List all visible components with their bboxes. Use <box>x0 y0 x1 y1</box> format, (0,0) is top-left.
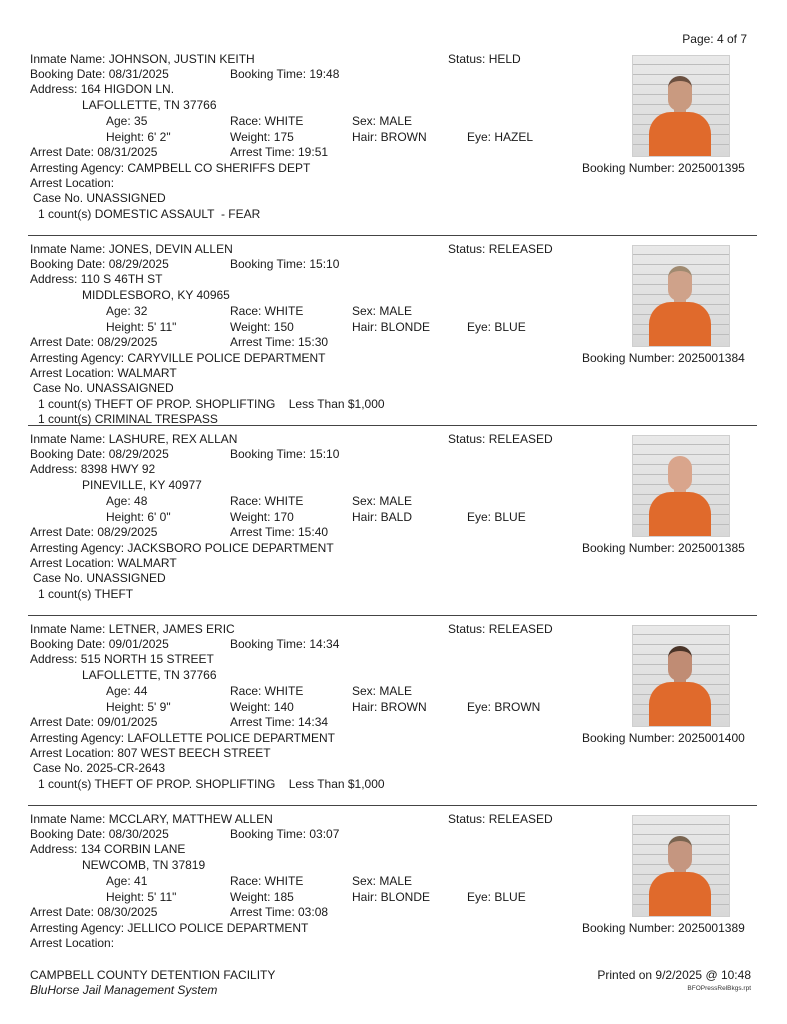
status: Status: RELEASED <box>448 242 553 256</box>
case-number: Case No. UNASSAIGNED <box>33 381 174 395</box>
sex: Sex: MALE <box>352 114 413 128</box>
eye: Eye: BLUE <box>467 320 526 334</box>
arrest-date: Arrest Date: 08/29/2025 <box>30 335 158 349</box>
eye: Eye: BLUE <box>467 510 526 524</box>
hair: Hair: BROWN <box>352 700 427 714</box>
booking-number: Booking Number: 2025001395 <box>582 161 745 175</box>
booking-time: Booking Time: 15:10 <box>230 447 340 461</box>
mugshot-photo <box>632 435 730 537</box>
arrest-time: Arrest Time: 15:30 <box>230 335 329 349</box>
weight: Weight: 150 <box>230 320 294 334</box>
address: Address: 515 NORTH 15 STREET <box>30 652 214 666</box>
address: Address: 8398 HWY 92 <box>30 462 156 476</box>
system-name: BluHorse Jail Management System <box>30 983 218 997</box>
hair: Hair: BALD <box>352 510 413 524</box>
sex: Sex: MALE <box>352 684 413 698</box>
race: Race: WHITE <box>230 114 304 128</box>
age: Age: 41 <box>106 874 148 888</box>
arrest-time: Arrest Time: 03:08 <box>230 905 329 919</box>
height: Height: 5' 11" <box>106 890 177 904</box>
mugshot-photo <box>632 625 730 727</box>
age: Age: 48 <box>106 494 148 508</box>
sex: Sex: MALE <box>352 494 413 508</box>
inmate-record <box>0 432 787 617</box>
charge-line: 1 count(s) THEFT OF PROP. SHOPLIFTING Less Than $1,000 <box>38 777 385 791</box>
address: Address: 134 CORBIN LANE <box>30 842 186 856</box>
booking-date: Booking Date: 08/30/2025 <box>30 827 169 841</box>
status: Status: HELD <box>448 52 521 66</box>
arrest-date: Arrest Date: 09/01/2025 <box>30 715 158 729</box>
record-divider <box>28 805 757 806</box>
address-city: MIDDLESBORO, KY 40965 <box>82 288 230 302</box>
age: Age: 44 <box>106 684 148 698</box>
arresting-agency: Arresting Agency: LAFOLLETTE POLICE DEPARTMENT <box>30 731 335 745</box>
arresting-agency: Arresting Agency: JELLICO POLICE DEPARTMENT <box>30 921 309 935</box>
arrest-date: Arrest Date: 08/31/2025 <box>30 145 158 159</box>
arrest-location: Arrest Location: 807 WEST BEECH STREET <box>30 746 271 760</box>
arrest-time: Arrest Time: 14:34 <box>230 715 329 729</box>
address-city: PINEVILLE, KY 40977 <box>82 478 202 492</box>
charge-line: 1 count(s) THEFT <box>38 587 134 601</box>
race: Race: WHITE <box>230 304 304 318</box>
arresting-agency: Arresting Agency: CARYVILLE POLICE DEPARTMENT <box>30 351 326 365</box>
booking-number: Booking Number: 2025001389 <box>582 921 745 935</box>
weight: Weight: 175 <box>230 130 294 144</box>
record-divider <box>28 235 757 236</box>
booking-time: Booking Time: 15:10 <box>230 257 340 271</box>
height: Height: 5' 11" <box>106 320 177 334</box>
booking-date: Booking Date: 08/29/2025 <box>30 257 169 271</box>
arrest-time: Arrest Time: 19:51 <box>230 145 329 159</box>
mugshot-photo <box>632 55 730 157</box>
weight: Weight: 140 <box>230 700 294 714</box>
case-number: Case No. UNASSIGNED <box>33 571 166 585</box>
booking-date: Booking Date: 08/29/2025 <box>30 447 169 461</box>
facility-name: CAMPBELL COUNTY DETENTION FACILITY <box>30 968 276 982</box>
mugshot-photo <box>632 245 730 347</box>
eye: Eye: HAZEL <box>467 130 534 144</box>
arresting-agency: Arresting Agency: JACKSBORO POLICE DEPARTMENT <box>30 541 334 555</box>
age: Age: 35 <box>106 114 148 128</box>
printed-timestamp: Printed on 9/2/2025 @ 10:48 <box>597 968 751 982</box>
address-city: LAFOLLETTE, TN 37766 <box>82 98 217 112</box>
booking-time: Booking Time: 03:07 <box>230 827 340 841</box>
hair: Hair: BLONDE <box>352 890 431 904</box>
booking-date: Booking Date: 08/31/2025 <box>30 67 169 81</box>
charge-line: 1 count(s) CRIMINAL TRESPASS <box>38 412 218 426</box>
arrest-location: Arrest Location: <box>30 936 115 950</box>
arrest-location: Arrest Location: <box>30 176 115 190</box>
inmate-record <box>0 242 787 427</box>
address-city: NEWCOMB, TN 37819 <box>82 858 206 872</box>
charge-line: 1 count(s) DOMESTIC ASSAULT - FEAR <box>38 207 261 221</box>
sex: Sex: MALE <box>352 874 413 888</box>
height: Height: 6' 0" <box>106 510 171 524</box>
case-number: Case No. 2025-CR-2643 <box>33 761 166 775</box>
inmate-record <box>0 622 787 807</box>
address: Address: 110 S 46TH ST <box>30 272 163 286</box>
eye: Eye: BLUE <box>467 890 526 904</box>
age: Age: 32 <box>106 304 148 318</box>
hair: Hair: BROWN <box>352 130 427 144</box>
booking-number: Booking Number: 2025001384 <box>582 351 745 365</box>
booking-number: Booking Number: 2025001385 <box>582 541 745 555</box>
height: Height: 5' 9" <box>106 700 171 714</box>
weight: Weight: 185 <box>230 890 294 904</box>
booking-time: Booking Time: 19:48 <box>230 67 340 81</box>
inmate-name: Inmate Name: LASHURE, REX ALLAN <box>30 432 238 446</box>
status: Status: RELEASED <box>448 622 553 636</box>
hair: Hair: BLONDE <box>352 320 431 334</box>
record-divider <box>28 425 757 426</box>
race: Race: WHITE <box>230 874 304 888</box>
charge-line: 1 count(s) THEFT OF PROP. SHOPLIFTING Less Than $1,000 <box>38 397 385 411</box>
report-filename: BFOPressRelBkgs.rpt <box>687 985 751 992</box>
inmate-name: Inmate Name: JOHNSON, JUSTIN KEITH <box>30 52 255 66</box>
arrest-date: Arrest Date: 08/30/2025 <box>30 905 158 919</box>
status: Status: RELEASED <box>448 812 553 826</box>
record-divider <box>28 615 757 616</box>
booking-time: Booking Time: 14:34 <box>230 637 340 651</box>
height: Height: 6' 2" <box>106 130 171 144</box>
booking-date: Booking Date: 09/01/2025 <box>30 637 169 651</box>
address-city: LAFOLLETTE, TN 37766 <box>82 668 217 682</box>
arrest-location: Arrest Location: WALMART <box>30 556 177 570</box>
arresting-agency: Arresting Agency: CAMPBELL CO SHERIFFS DEPT <box>30 161 311 175</box>
mugshot-photo <box>632 815 730 917</box>
inmate-name: Inmate Name: JONES, DEVIN ALLEN <box>30 242 233 256</box>
booking-number: Booking Number: 2025001400 <box>582 731 745 745</box>
race: Race: WHITE <box>230 494 304 508</box>
inmate-name: Inmate Name: MCCLARY, MATTHEW ALLEN <box>30 812 273 826</box>
arrest-date: Arrest Date: 08/29/2025 <box>30 525 158 539</box>
inmate-record <box>0 52 787 237</box>
arrest-location: Arrest Location: WALMART <box>30 366 177 380</box>
race: Race: WHITE <box>230 684 304 698</box>
page-number: Page: 4 of 7 <box>682 32 747 46</box>
weight: Weight: 170 <box>230 510 294 524</box>
address: Address: 164 HIGDON LN. <box>30 82 175 96</box>
inmate-name: Inmate Name: LETNER, JAMES ERIC <box>30 622 235 636</box>
case-number: Case No. UNASSIGNED <box>33 191 166 205</box>
eye: Eye: BROWN <box>467 700 541 714</box>
arrest-time: Arrest Time: 15:40 <box>230 525 329 539</box>
status: Status: RELEASED <box>448 432 553 446</box>
sex: Sex: MALE <box>352 304 413 318</box>
